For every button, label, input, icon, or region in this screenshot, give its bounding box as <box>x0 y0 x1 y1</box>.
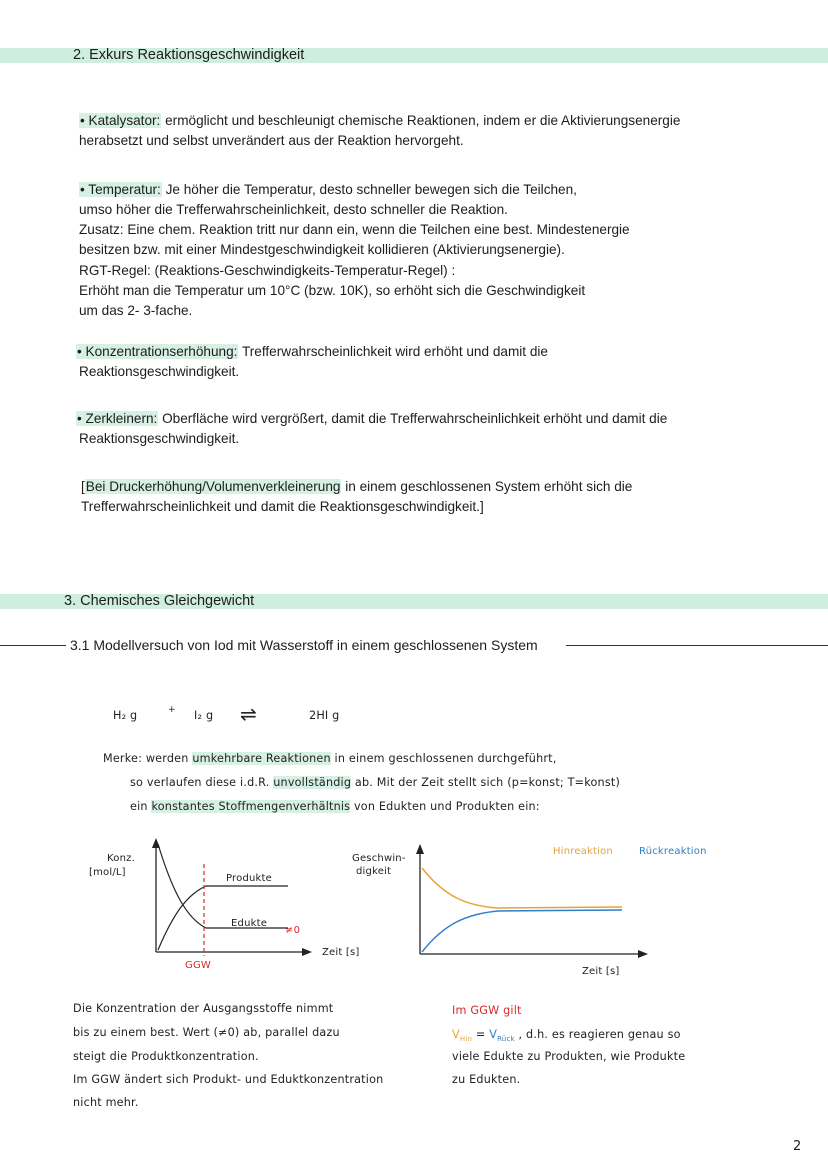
equation-i2: I₂ g <box>194 709 214 722</box>
left-chart-label-educts: Edukte <box>231 918 268 929</box>
right-chart-ylabel-2: digkeit <box>356 866 392 877</box>
temperature-line-2: umso höher die Trefferwahrscheinlichkeit, desto schneller die Reaktion. <box>79 202 508 217</box>
right-chart <box>410 840 670 970</box>
left-chart-equilibrium-label: GGW <box>185 960 211 971</box>
merke-line-1: Merke: werden umkehrbare Reaktionen in einem geschlossenen durchgeführt, <box>103 752 557 765</box>
temperature-line-5: RGT-Regel: (Reaktions-Geschwindigkeits-Temperatur-Regel) : <box>79 263 456 278</box>
right-chart-xlabel: Zeit [s] <box>582 966 620 977</box>
notes-left-line-5: nicht mehr. <box>73 1096 139 1109</box>
right-chart-legend-backward: Rückreaktion <box>639 846 707 857</box>
section2-heading: 2. Exkurs Reaktionsgeschwindigkeit <box>73 47 305 63</box>
notes-left-line-3: steigt die Produktkonzentration. <box>73 1050 259 1063</box>
merke-line-2: so verlaufen diese i.d.R. unvollständig ab. Mit der Zeit stellt sich (p=konst; T=konst) <box>130 776 621 789</box>
temperature-line-6: Erhöht man die Temperatur um 10°C (bzw. 10K), so erhöht sich die Geschwindigkeit <box>79 283 586 298</box>
notes-right-line-3: viele Edukte zu Produkten, wie Produkte <box>452 1050 686 1063</box>
notes-left-line-2: bis zu einem best. Wert (≠0) ab, parallel dazu <box>73 1026 340 1039</box>
notes-left-line-1: Die Konzentration der Ausgangsstoffe nimmt <box>73 1002 334 1015</box>
left-chart-ylabel-1: Konz. <box>107 853 135 864</box>
catalyst-line-2: herabsetzt und selbst unverändert aus der Reaktion hervorgeht. <box>79 133 464 148</box>
pressure-line-1: [Bei Druckerhöhung/Volumenverkleinerung in einem geschlossenen System erhöht sich die <box>81 479 633 494</box>
notes-right-line-1: Im GGW gilt <box>452 1004 522 1017</box>
v-backward: $V_{Rück}$ <box>489 1028 515 1044</box>
left-chart-xlabel: Zeit [s] <box>322 947 360 958</box>
merke-label: Merke: <box>103 752 143 765</box>
concentration-line-2: Reaktionsgeschwindigkeit. <box>79 364 240 379</box>
v-forward: $V_{Hin}$ <box>452 1028 473 1044</box>
catalyst-line-1: • Katalysator: ermöglicht und beschleunigt chemische Reaktionen, indem er die Aktivierungsenergie <box>80 113 681 128</box>
crushing-line-1: • Zerkleinern: Oberfläche wird vergrößert, damit die Trefferwahrscheinlichkeit erhöht und damit die <box>77 411 668 426</box>
right-chart-forward-curve <box>422 868 622 908</box>
temperature-term: • Temperatur: <box>80 182 161 197</box>
concentration-line-1: • Konzentrationserhöhung: Trefferwahrscheinlichkeit wird erhöht und damit die <box>77 344 548 359</box>
temperature-line-4: besitzen bzw. mit einer Mindestgeschwindigkeit kollidieren (Aktivierungsenergie). <box>79 242 565 257</box>
equation-arrow: ⇌ <box>240 702 257 726</box>
right-chart-legend-forward: Hinreaktion <box>553 846 613 857</box>
pressure-term: Bei Druckerhöhung/Volumenverkleinerung <box>85 479 341 494</box>
concentration-term: • Konzentrationserhöhung: <box>77 344 238 359</box>
equation-product: 2HI g <box>309 709 340 722</box>
left-chart-ylabel-2: [mol/L] <box>89 867 126 878</box>
page-number: 2 <box>793 1139 802 1154</box>
right-chart-ylabel-1: Geschwin- <box>352 853 406 864</box>
merke-line-3: ein konstantes Stoffmengenverhältnis von Edukten und Produkten ein: <box>130 800 540 813</box>
temperature-line-7: um das 2- 3-fache. <box>79 303 193 318</box>
left-chart-label-products: Produkte <box>226 873 273 884</box>
right-chart-x-arrowhead <box>638 950 648 958</box>
crushing-line-2: Reaktionsgeschwindigkeit. <box>79 431 240 446</box>
crushing-term: • Zerkleinern: <box>77 411 158 426</box>
notes-right-line-4: zu Edukten. <box>452 1073 521 1086</box>
merke-term-incomplete: unvollständig <box>273 776 352 789</box>
merke-term-reversible: umkehrbare Reaktionen <box>192 752 331 765</box>
left-chart-neq-zero: ≠0 <box>285 925 301 936</box>
notes-left-line-4: Im GGW ändert sich Produkt- und Eduktkonzentration <box>73 1073 384 1086</box>
section3-subheading: 3.1 Modellversuch von Iod mit Wasserstoff in einem geschlossenen System <box>70 637 538 653</box>
pressure-line-2: Trefferwahrscheinlichkeit und damit die Reaktionsgeschwindigkeit.] <box>81 499 484 514</box>
catalyst-term: • Katalysator: <box>80 113 161 128</box>
subheading-rule-right <box>566 645 828 646</box>
right-chart-y-arrowhead <box>416 844 424 854</box>
right-chart-backward-curve <box>422 910 622 952</box>
temperature-line-1: • Temperatur: Je höher die Temperatur, desto schneller bewegen sich die Teilchen, <box>80 182 577 197</box>
notes-right-line-2: $V_{Hin} = V_{Rück}$ , d.h. es reagieren genau so <box>452 1028 681 1044</box>
temperature-line-3: Zusatz: Eine chem. Reaktion tritt nur dann ein, wenn die Teilchen eine best. Mindestenergie <box>79 222 630 237</box>
equation-plus: + <box>168 705 176 715</box>
section3-heading: 3. Chemisches Gleichgewicht <box>64 593 255 609</box>
merke-term-ratio: konstantes Stoffmengenverhältnis <box>151 800 351 813</box>
equation-h2: H₂ g <box>113 709 138 722</box>
subheading-rule-left <box>0 645 66 646</box>
left-chart-x-arrowhead <box>302 948 312 956</box>
